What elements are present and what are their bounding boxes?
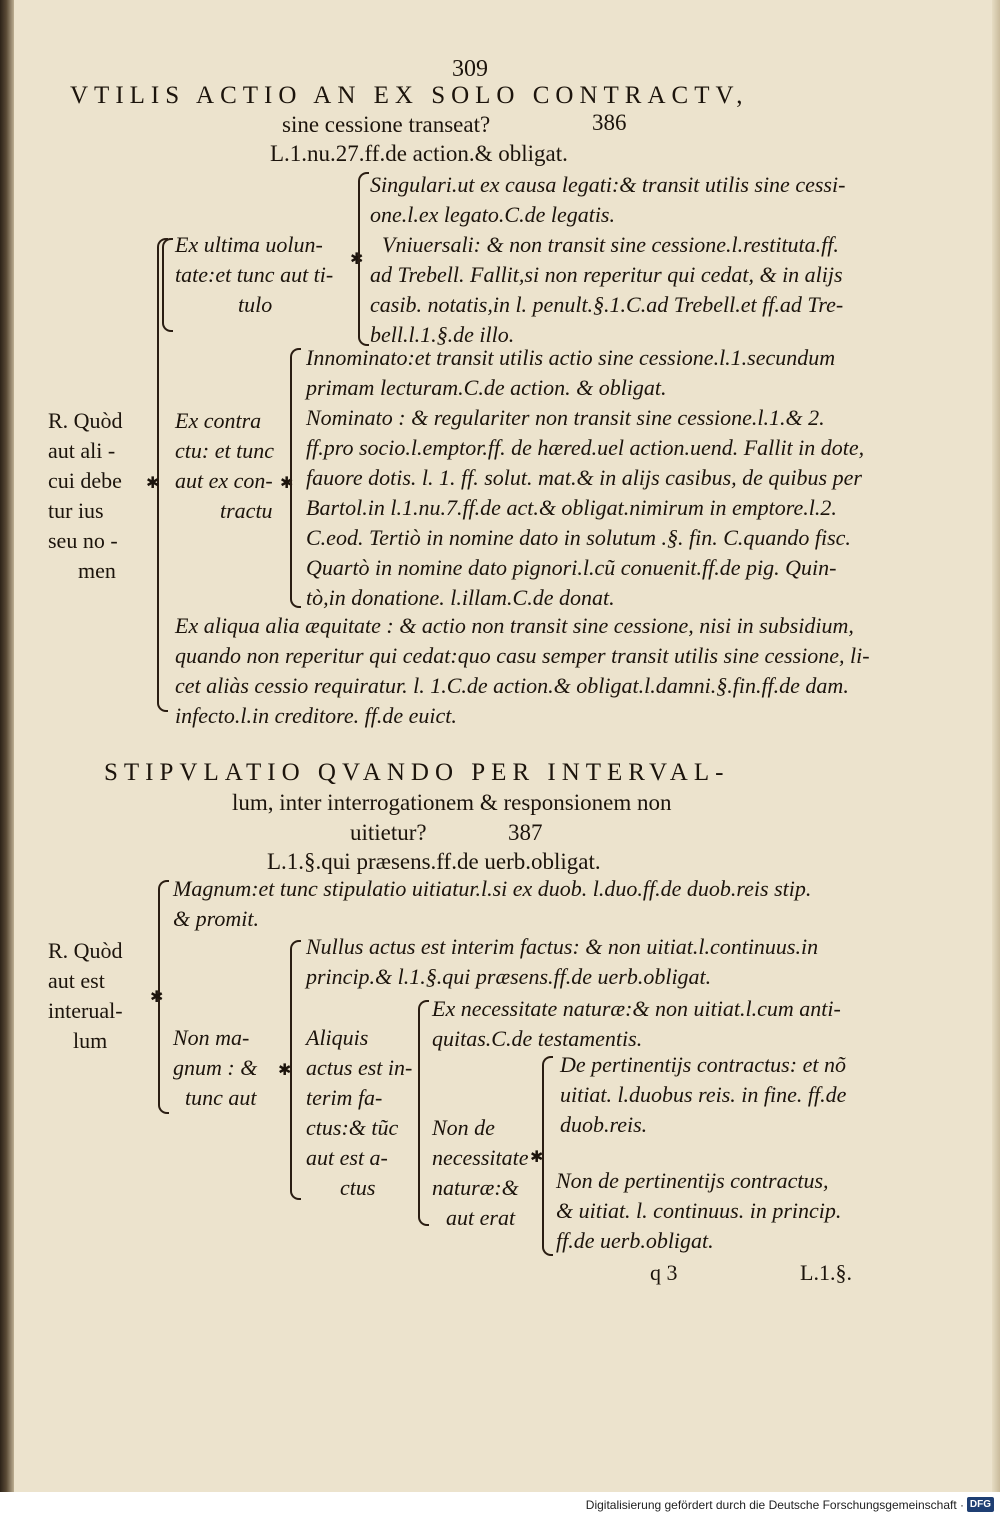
root-2-line: interual- xyxy=(48,998,123,1023)
magnum-line: Magnum:et tunc stipulatio uitiatur.l.si ex duob. l.duo.ff.de duob.reis stip. xyxy=(173,876,812,901)
title-2-line-3: uitietur? xyxy=(350,820,427,845)
aliquis-line: terim fa- xyxy=(306,1085,383,1110)
aliquis-line: ctus:& tũc xyxy=(306,1115,399,1140)
bracket-nonmagnum xyxy=(290,940,301,1200)
contractu-line: ctu: et tunc xyxy=(175,438,274,463)
nonmagnum-line: tunc aut xyxy=(185,1085,257,1110)
root-1-line: men xyxy=(78,558,116,583)
nonmagnum-line: gnum : & xyxy=(173,1055,258,1080)
non-de-pertinentijs-line: Non de pertinentijs contractus, xyxy=(556,1168,829,1193)
innominato-line: primam lecturam.C.de action. & obligat. xyxy=(306,375,667,400)
innominato-line: Innominato:et transit utilis actio sine cessione.l.1.secundum xyxy=(306,345,836,370)
title-2-line-2: lum, inter interrogationem & responsionem non xyxy=(232,790,672,815)
contractu-line: aut ex con- xyxy=(175,468,273,493)
root-1-line: seu no - xyxy=(48,528,118,553)
non-de-necessitate-line: Non de xyxy=(432,1115,495,1140)
aliqua-line: infecto.l.in creditore. ff.de euict. xyxy=(175,703,457,728)
non-de-pertinentijs-line: & uitiat. l. continuus. in princip. xyxy=(556,1198,842,1223)
title-1-line-1: VTILIS ACTIO AN EX SOLO CONTRACTV, xyxy=(70,82,749,109)
contractu-line: Ex contra xyxy=(175,408,262,433)
title-2-line-1: STIPVLATIO QVANDO PER INTERVAL- xyxy=(104,759,730,786)
necessitate-line: quitas.C.de testamentis. xyxy=(432,1026,643,1051)
aliqua-line: Ex aliqua alia æquitate : & actio non transit sine cessione, nisi in subsidium, xyxy=(175,613,854,638)
aliquis-line: aut est a- xyxy=(306,1145,388,1170)
necessitate-line: Ex necessitate naturæ:& non uitiat.l.cum anti- xyxy=(432,996,841,1021)
nonmagnum-line: Non ma- xyxy=(173,1025,250,1050)
non-de-necessitate-line: necessitate xyxy=(432,1145,529,1170)
ultima-line: tate:et tunc aut ti- xyxy=(175,262,334,287)
nominato-line: tò,in donatione. l.illam.C.de donat. xyxy=(306,585,615,610)
page-number: 309 xyxy=(452,56,488,82)
nominato-line: C.eod. Tertiò in nomine dato in solutum .§. fin. C.quando fisc. xyxy=(306,525,851,550)
nominato-line: Quartò in nomine dato pignori.l.cũ conuenit.ff.de pig. Quin- xyxy=(306,555,837,580)
page-edge xyxy=(992,0,1000,1492)
title-1-reference: L.1.nu.27.ff.de action.& obligat. xyxy=(270,141,568,166)
uniuersali-line: Vniuersali: & non transit sine cessione.l.restituta.ff. xyxy=(382,232,839,257)
non-de-necessitate-line: aut erat xyxy=(446,1205,516,1230)
title-2-number: 387 xyxy=(508,820,543,845)
magnum-line: & promit. xyxy=(173,906,259,931)
bracket-aliquis xyxy=(418,1000,429,1226)
asterisk-marker: ✱ xyxy=(280,475,294,492)
aliquis-line: Aliquis xyxy=(306,1025,369,1050)
uniuersali-line: bell.l.1.§.de illo. xyxy=(370,322,515,347)
title-1-line-2: sine cessione transeat? xyxy=(282,112,491,137)
asterisk-marker: ✱ xyxy=(530,1149,544,1166)
uniuersali-line: casib. notatis,in l. penult.§.1.C.ad Trebell.et ff.ad Tre- xyxy=(370,292,844,317)
nominato-line: Bartol.in l.1.nu.7.ff.de act.& obligat.nimirum in emptore.l.2. xyxy=(306,495,837,520)
root-1-line: tur ius xyxy=(48,498,104,523)
aliqua-line: cet aliàs cessio requiratur. l. 1.C.de action.& obligat.l.damni.§.fin.ff.de dam. xyxy=(175,673,849,698)
uniuersali-line: ad Trebell. Fallit,si non reperitur qui cedat, & in alijs xyxy=(370,262,843,287)
bracket-ultima xyxy=(162,238,173,332)
root-2-line: lum xyxy=(73,1028,108,1053)
singulari-line: Singulari.ut ex causa legati:& transit utilis sine cessi- xyxy=(370,172,846,197)
asterisk-marker: ✱ xyxy=(350,251,364,268)
nullus-line: princip.& l.1.§.qui præsens.ff.de uerb.obligat. xyxy=(306,964,712,989)
bracket-contractu xyxy=(290,348,301,608)
singulari-line: one.l.ex legato.C.de legatis. xyxy=(370,202,615,227)
root-2-line: R. Quòd xyxy=(48,938,123,963)
contractu-line: tractu xyxy=(220,498,273,523)
aliquis-line: actus est in- xyxy=(306,1055,413,1080)
nominato-line: Nominato : & regulariter non transit sine cessione.l.1.& 2. xyxy=(306,405,825,430)
catchword: L.1.§. xyxy=(800,1260,852,1285)
root-1-line: cui debe xyxy=(48,468,122,493)
de-pertinentijs-line: De pertinentijs contractus: et nõ xyxy=(560,1052,846,1077)
title-1-number: 386 xyxy=(592,110,627,135)
bracket-titulo xyxy=(358,172,369,346)
nullus-line: Nullus actus est interim factus: & non uitiat.l.continuus.in xyxy=(306,934,819,959)
ultima-line: Ex ultima uolun- xyxy=(175,232,323,257)
signature-mark: q 3 xyxy=(650,1260,678,1285)
title-2-reference: L.1.§.qui præsens.ff.de uerb.obligat. xyxy=(267,849,601,874)
non-de-pertinentijs-line: ff.de uerb.obligat. xyxy=(556,1228,714,1253)
dfg-logo: DFG xyxy=(967,1497,994,1512)
nominato-line: fauore dotis. l. 1. ff. solut. mat.& in alijs casibus, de quibus per xyxy=(306,465,862,490)
asterisk-marker: ✱ xyxy=(278,1062,292,1079)
bracket-non-de-necessitate xyxy=(542,1056,553,1256)
book-spine-shadow xyxy=(0,0,14,1492)
root-2-line: aut est xyxy=(48,968,105,993)
root-1-line: R. Quòd xyxy=(48,408,123,433)
footer-credit: Digitalisierung gefördert durch die Deutsche Forschungsgemeinschaft · xyxy=(585,1498,964,1512)
ultima-line: tulo xyxy=(238,292,273,317)
asterisk-marker: ✱ xyxy=(146,475,160,492)
de-pertinentijs-line: duob.reis. xyxy=(560,1112,648,1137)
aliquis-line: ctus xyxy=(340,1175,376,1200)
nominato-line: ff.pro socio.l.emptor.ff. de hæred.uel action.uend. Fallit in dote, xyxy=(306,435,865,460)
de-pertinentijs-line: uitiat. l.duobus reis. in fine. ff.de xyxy=(560,1082,847,1107)
root-1-line: aut ali - xyxy=(48,438,116,463)
footer-bar xyxy=(0,1492,1000,1520)
aliqua-line: quando non reperitur qui cedat:quo casu semper transit utilis sine cessione, li- xyxy=(175,643,870,668)
non-de-necessitate-line: naturæ:& xyxy=(432,1175,519,1200)
asterisk-marker: ✱ xyxy=(150,989,164,1006)
